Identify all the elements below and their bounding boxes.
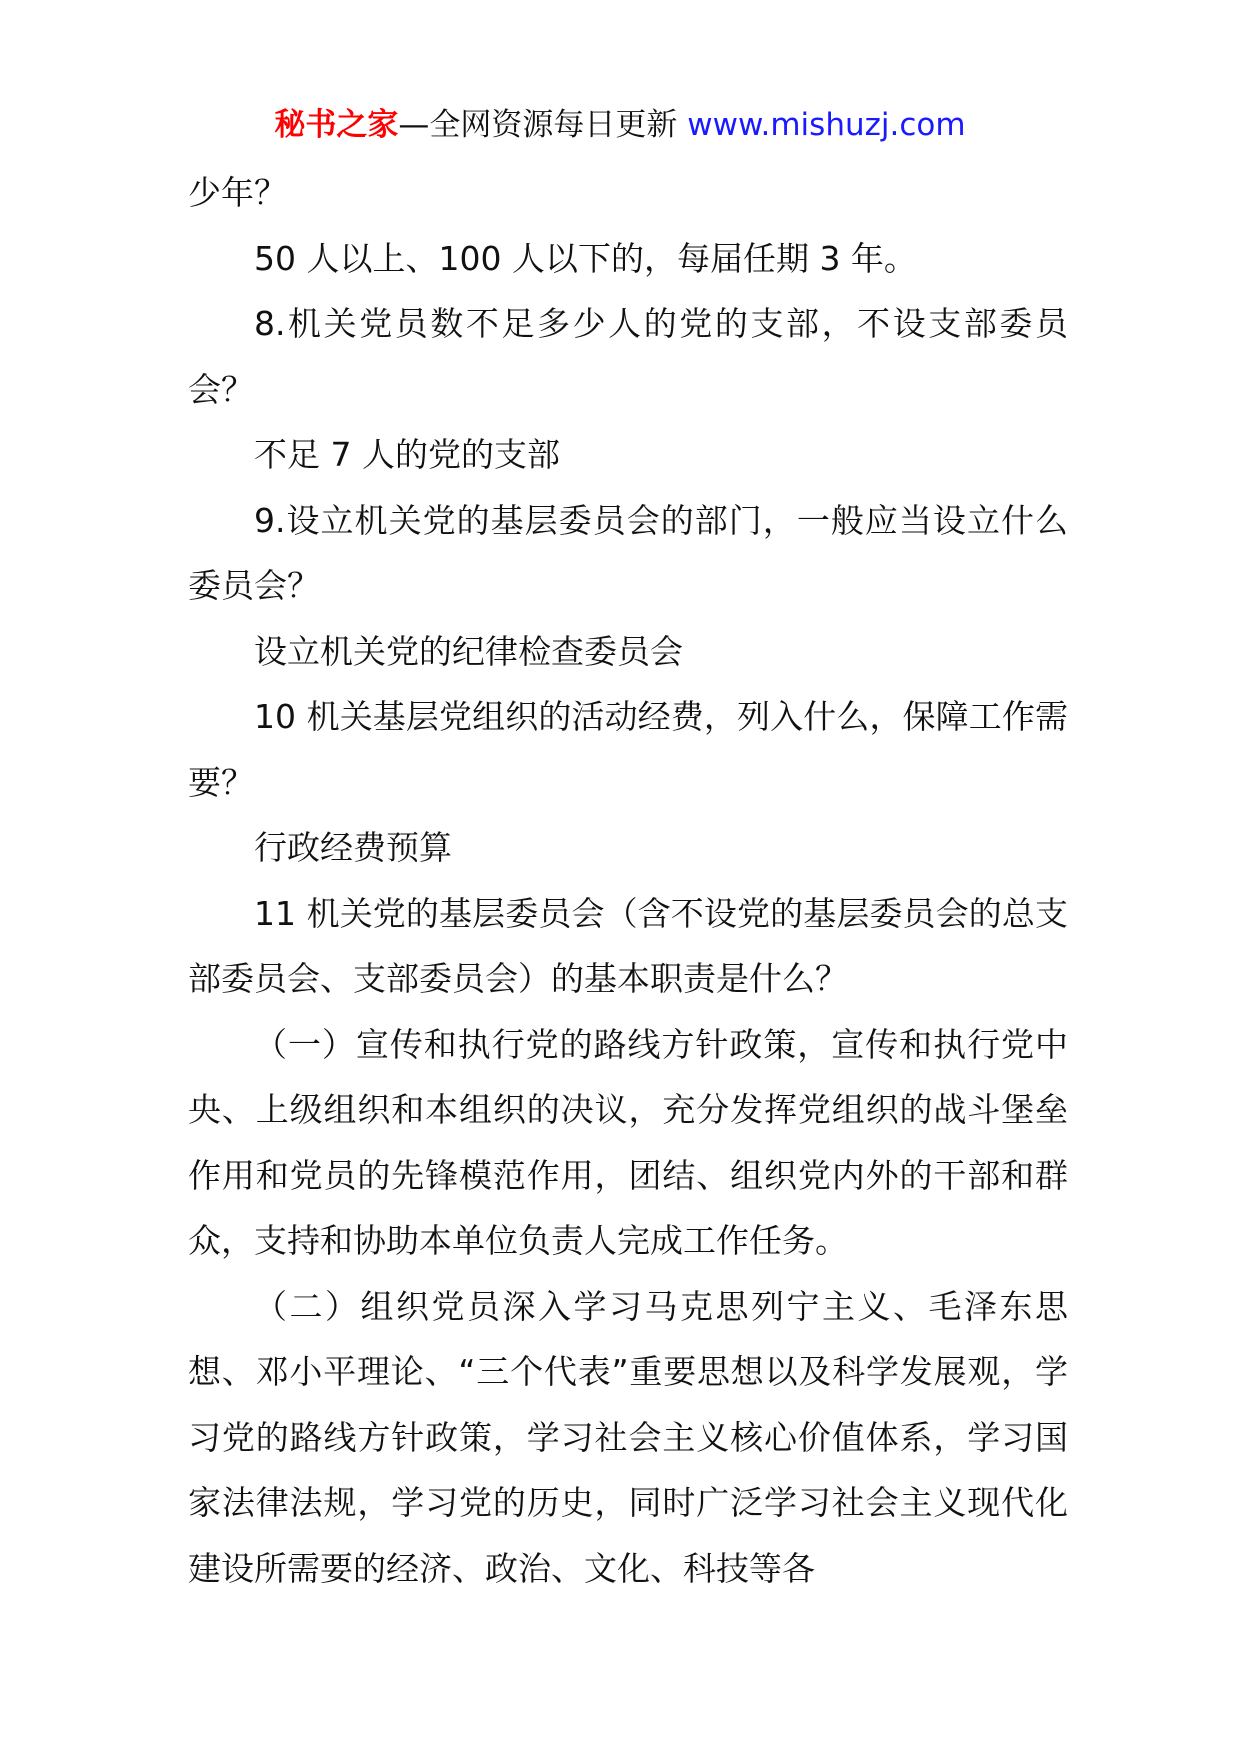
header-site-link[interactable]: www.mishuzj.com xyxy=(687,107,966,143)
document-body xyxy=(188,160,1068,1601)
paragraph: 50 人以上、100 人以下的，每届任期 3 年。 xyxy=(254,238,917,278)
header-brand: 秘书之家 xyxy=(274,107,399,143)
question-paragraph: 10 机关基层党组织的活动经费，列入什么，保障工作需要？ xyxy=(188,697,1068,802)
answer-paragraph: 设立机关党的纪律检查委员会 xyxy=(254,631,683,671)
question-paragraph: 11 机关党的基层委员会（含不设党的基层委员会的总支部委员会、支部委员会）的基本职责是什么？ xyxy=(188,893,1068,998)
answer-paragraph: （一）宣传和执行党的路线方针政策，宣传和执行党中央、上级组织和本组织的决议，充分发挥党组织的战斗堡垒作用和党员的先锋模范作用，团结、组织党内外的干部和群众，支持和协助本单位负责人完成工作任务。 xyxy=(188,1024,1068,1260)
header-slogan: —全网资源每日更新 xyxy=(398,107,688,143)
answer-paragraph: （二）组织党员深入学习马克思列宁主义、毛泽东思想、邓小平理论、“三个代表”重要思想以及科学发展观，学习党的路线方针政策，学习社会主义核心价值体系，学习国家法律法规，学习党的历史，同时广泛学习社会主义现代化建设所需要的经济、政治、文化、科技等各 xyxy=(188,1286,1068,1588)
answer-paragraph: 行政经费预算 xyxy=(254,828,452,867)
answer-paragraph: 不足 7 人的党的支部 xyxy=(254,435,560,474)
question-paragraph: 9.设立机关党的基层委员会的部门，一般应当设立什么委员会？ xyxy=(188,500,1068,605)
paragraph: 少年？ xyxy=(188,173,287,212)
question-paragraph: 8.机关党员数不足多少人的党的支部，不设支部委员会？ xyxy=(188,304,1068,409)
page-header xyxy=(0,102,1240,148)
